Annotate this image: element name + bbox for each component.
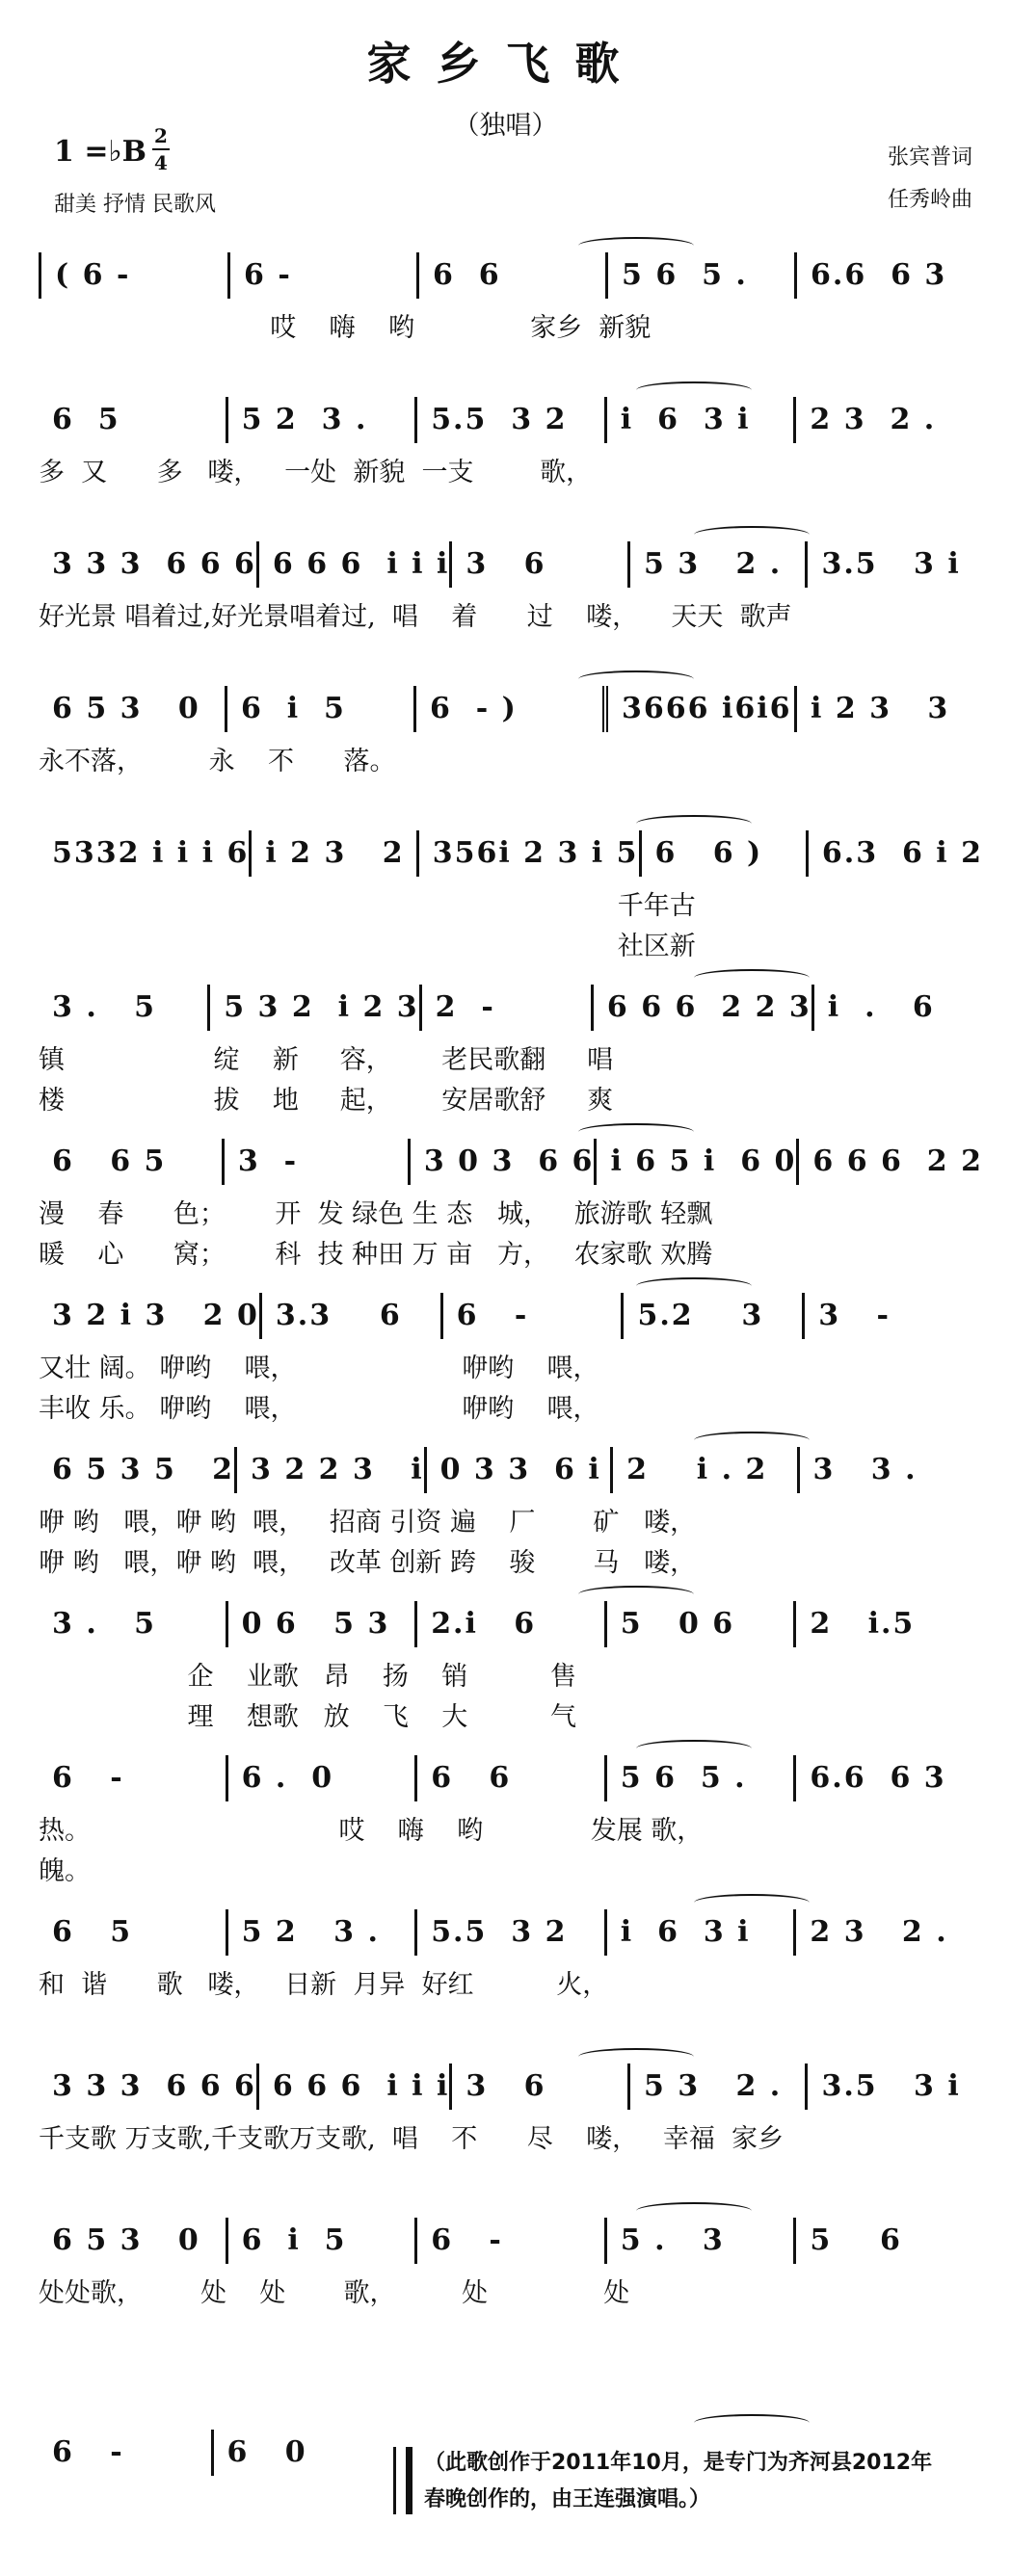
footnote-line-2: 春晚创作的，由王连强演唱。）	[424, 2487, 711, 2511]
measure: 6 6 6 2 2	[796, 1139, 983, 1185]
lyric-line: 永不落， 永 不 落。	[39, 747, 396, 776]
measure: 6 . 0	[226, 1755, 415, 1801]
lyric-line: 楼 拔 地 起， 安居歌舒 爽	[39, 1086, 614, 1116]
lyric-line: 丰收 乐。 咿哟 喂， 咿哟 喂，	[39, 1394, 599, 1424]
lyric-line: 哎 嗨 哟 家乡 新貌	[39, 313, 652, 343]
measure: 5.2 3	[621, 1293, 802, 1339]
measure: 6 -	[440, 1293, 622, 1339]
measure: 5 . 3	[604, 2218, 794, 2264]
measure: 0 3 3 6 i	[424, 1447, 610, 1493]
measure: 6.3 6 i 2	[806, 830, 983, 877]
lyric-line: 和 谐 歌 喽， 日新 月异 好红 火，	[39, 1970, 609, 2000]
style-note: 甜美 抒情 民歌风	[54, 193, 216, 217]
notes-line	[39, 1127, 983, 1185]
measure: 5 6	[793, 2218, 983, 2264]
measure: 5 3 2 .	[627, 2063, 806, 2110]
measure: 6 5 3 5 2	[52, 1453, 235, 1486]
slur-mark	[636, 815, 752, 832]
slur-mark	[636, 1740, 752, 1757]
slur-mark	[694, 2414, 810, 2431]
measure: 6 -	[52, 1761, 124, 1795]
notes-line	[39, 2418, 386, 2476]
measure: i 2 3 3	[794, 686, 983, 732]
slur-mark	[636, 2202, 752, 2220]
key-signature: 1 =♭B	[54, 135, 146, 169]
measure: 5.5 3 2	[414, 1909, 604, 1956]
notes-line	[39, 2052, 983, 2110]
measure: 6 6	[416, 252, 605, 299]
measure: 6 5	[52, 1915, 133, 1949]
measure: 3 3 3 6 6 6	[52, 547, 256, 581]
measure: i 6 5 i 6 0	[594, 1139, 796, 1185]
measure: 5 2 3 .	[226, 1909, 415, 1956]
measure: 6 5 3 0	[52, 692, 200, 725]
slur-mark	[578, 237, 694, 254]
measure: 6 6 5	[52, 1144, 167, 1178]
final-barline	[393, 2447, 412, 2514]
time-sig-top: 2	[154, 124, 168, 147]
song-title: 家乡飞歌	[366, 38, 645, 90]
measure: 3.5 3 i	[805, 2063, 983, 2110]
notes-line	[39, 1435, 983, 1493]
measure: 5 3 2 i 2 3	[207, 985, 418, 1031]
lyricist: 张宾普词	[887, 145, 972, 170]
measure: 3 2 2 3 i	[234, 1447, 424, 1493]
measure: 3 3 3 6 6 6	[52, 2069, 256, 2103]
composer: 任秀岭曲	[887, 188, 972, 212]
notes-line	[39, 819, 983, 877]
measure: 5 3 2 .	[627, 541, 806, 588]
measure: 6 6 6 i i i	[256, 541, 449, 588]
notes-line	[39, 1898, 983, 1956]
measure: 5 6 5 .	[605, 252, 794, 299]
measure: 2 3 2 .	[793, 397, 983, 443]
measure: 6 i 5	[226, 2218, 415, 2264]
measure: i 6 3 i	[604, 1909, 794, 1956]
slur-mark	[578, 1586, 694, 1603]
lyric-line: 又壮 阔。 咿哟 喂， 咿哟 喂，	[39, 1354, 599, 1383]
measure: 0 6 5 3	[226, 1601, 415, 1647]
measure: 6 i 5	[225, 686, 413, 732]
measure: 3.3 6	[259, 1293, 440, 1339]
footnote	[424, 2445, 964, 2518]
slur-mark	[694, 526, 810, 543]
notes-line	[39, 2206, 983, 2264]
time-signature	[152, 123, 170, 175]
slur-mark	[694, 1432, 810, 1449]
slur-mark	[578, 2048, 694, 2065]
measure: 3 3 .	[797, 1447, 983, 1493]
measure: 6.6 6 3	[794, 252, 983, 299]
measure: 6 6 6 i i i	[256, 2063, 449, 2110]
measure: ( 6 -	[39, 252, 227, 299]
lyric-line: 好光景 唱着过,好光景唱着过, 唱 着 过 喽， 天天 歌声	[39, 602, 792, 632]
measure: 6 5 3 0	[52, 2223, 200, 2257]
notes-line	[39, 530, 983, 588]
lyric-line: 企 业歌 昂 扬 销 售	[39, 1662, 577, 1692]
measure: 6 6	[414, 1755, 604, 1801]
measure: 6 -	[52, 2435, 124, 2469]
slur-mark	[694, 969, 810, 986]
slur-mark	[578, 670, 694, 688]
slur-mark	[636, 1277, 752, 1295]
measure: 2.i 6	[414, 1601, 604, 1647]
notes-line	[39, 1281, 983, 1339]
lyric-line: 理 想歌 放 飞 大 气	[39, 1702, 577, 1732]
notes-line	[39, 674, 983, 732]
measure: 356i 2 3 i 5	[416, 830, 639, 877]
lyric-line: 魄。	[39, 1856, 91, 1886]
lyric-line: 热。 哎 嗨 哟 发展 歌，	[39, 1816, 704, 1846]
lyric-line: 千支歌 万支歌,千支歌万支歌, 唱 不 尽 喽， 幸福 家乡	[39, 2124, 784, 2154]
measure: 3 2 i 3 2 0	[52, 1299, 259, 1332]
measure: i 2 3 2	[249, 830, 415, 877]
measure: 5332 i i i 6	[52, 836, 250, 870]
measure: 2 i.5	[793, 1601, 983, 1647]
measure: 3 . 5	[52, 990, 156, 1024]
measure: 6 6 )	[639, 830, 806, 877]
measure: 5 0 6	[604, 1601, 794, 1647]
measure: 6.6 6 3	[793, 1755, 983, 1801]
measure: 3.5 3 i	[805, 541, 983, 588]
credits	[888, 137, 972, 222]
lyric-line: 暖 心 窝； 科 技 种田 万 亩 方， 农家歌 欢腾	[39, 1240, 713, 1270]
slur-mark	[636, 381, 752, 399]
measure: 5 6 5 .	[604, 1755, 794, 1801]
lyric-line: 千年古	[39, 891, 696, 921]
footnote-line-1: （此歌创作于2011年10月，是专门为齐河县2012年	[424, 2451, 933, 2475]
notes-line	[39, 241, 983, 299]
measure: 3 . 5	[52, 1607, 156, 1641]
lyric-line: 咿 哟 喂，咿 哟 喂， 招商 引资 遍 厂 矿 喽，	[39, 1508, 697, 1538]
time-sig-bottom: 4	[154, 151, 168, 174]
measure: 3 -	[222, 1139, 408, 1185]
measure: 6 - )	[413, 686, 602, 732]
measure: 3 6	[449, 541, 627, 588]
measure: 6 -	[227, 252, 416, 299]
measure: 6 6 6 2 2 3	[591, 985, 811, 1031]
lyric-line: 处处歌， 处 处 歌， 处 处	[39, 2278, 630, 2308]
notes-line	[39, 1744, 983, 1801]
measure: 3 -	[802, 1293, 983, 1339]
measure: 3 0 3 6 6	[408, 1139, 595, 1185]
measure: i 6 3 i	[604, 397, 794, 443]
notes-line	[39, 1590, 983, 1647]
measure: 6 0	[211, 2430, 386, 2476]
measure: 2 i . 2	[610, 1447, 796, 1493]
measure: 2 -	[419, 985, 591, 1031]
slur-mark	[694, 1894, 810, 1911]
lyric-line: 镇 绽 新 容， 老民歌翻 唱	[39, 1045, 614, 1075]
lyric-line: 漫 春 色； 开 发 绿色 生 态 城， 旅游歌 轻飘	[39, 1199, 713, 1229]
measure: 3666 i6i6	[602, 686, 794, 732]
lyric-line: 多 又 多 喽， 一处 新貌 一支 歌，	[39, 458, 593, 487]
notes-line	[39, 973, 983, 1031]
measure: 5 2 3 .	[226, 397, 415, 443]
measure: 3 6	[449, 2063, 627, 2110]
slur-mark	[578, 1123, 694, 1141]
notes-line	[39, 385, 983, 443]
lyric-line: 社区新	[39, 932, 696, 961]
measure: 2 3 2 .	[793, 1909, 983, 1956]
lyric-line: 咿 哟 喂，咿 哟 喂， 改革 创新 跨 骏 马 喽，	[39, 1548, 697, 1578]
measure: i . 6	[811, 985, 983, 1031]
measure: 5.5 3 2	[414, 397, 604, 443]
measure: 6 -	[414, 2218, 604, 2264]
measure: 6 5	[52, 403, 120, 436]
song-subtitle: （独唱）	[453, 111, 558, 141]
